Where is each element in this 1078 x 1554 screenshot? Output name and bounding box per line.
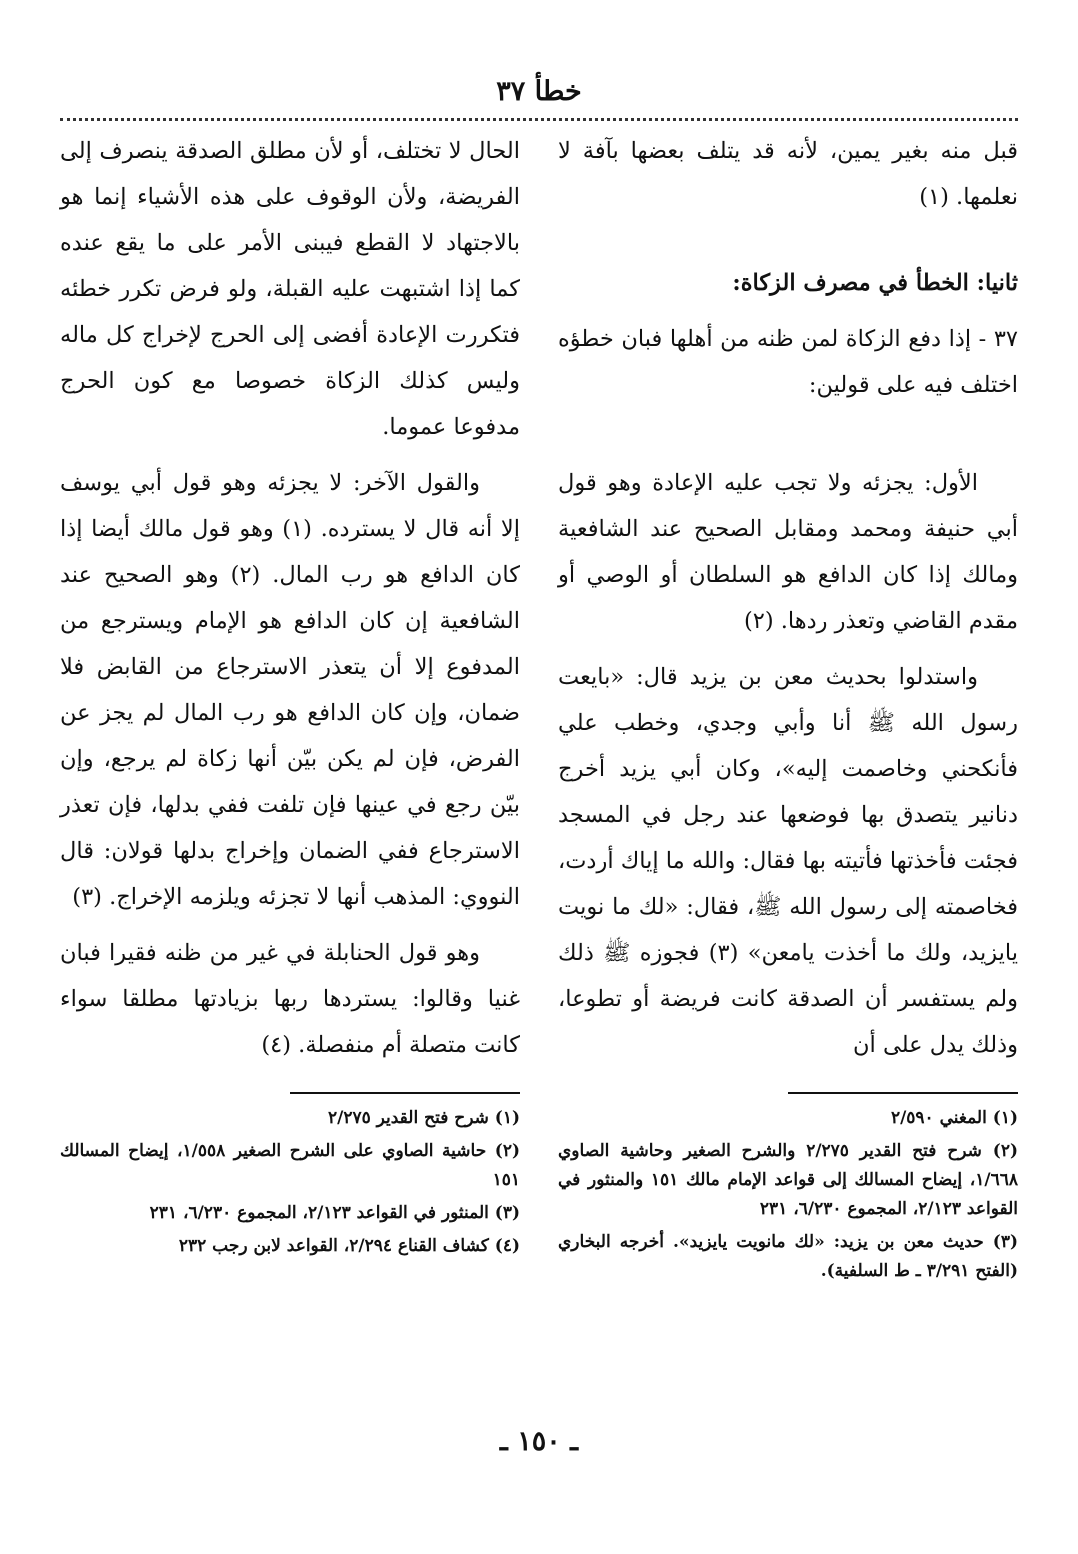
footnote: (١) المغني ٢/٥٩٠ [890,1108,1018,1128]
page-header-title: خطأ ٣٧ [496,76,582,107]
paragraph: قبل منه بغير يمين، لأنه قد يتلف بعضها بآفة لا نعلمها. (١) [558,138,1018,210]
right-column [558,128,1018,1418]
footnote: (٢) حاشية الصاوي على الشرح الصغير ١/٥٥٨، إيضاح المسالك ١٥١ [60,1141,520,1190]
paragraph: والقول الآخر: لا يجزئه وهو قول أبي يوسف إلا أنه قال لا يسترده. (١) وهو قول مالك أيضا إذا كان الدافع هو رب المال. (٢) وهو الصحيح عند الشافعية إن كان الدافع هو الإمام ويسترجع من المدفوع إلا أن يتعذر الاسترجاع من القابض فلا ضمان، وإن كان الدافع هو رب المال لم يجز عن الفرض، فإن لم يكن بيّن أنها زكاة لم يرجع، وإن بيّن رجع في عينها فإن تلفت ففي بدلها، فإن تعذر الاسترجاع ففي الضمان وإخراج بدلها قولان: قال النووي: المذهب أنها لا تجزئه ويلزمه الإخراج. (٣) [60,470,521,910]
footnote-divider [290,1092,520,1094]
footnote: (١) شرح فتح القدير ٢/٢٧٥ [327,1108,520,1128]
paragraph: الأول: يجزئه ولا تجب عليه الإعادة وهو قول أبي حنيفة ومحمد ومقابل الصحيح عند الشافعية ومالك إذا كان الدافع هو السلطان أو الوصي أو مقدم القاضي وتعذر ردها. (٢) [558,470,1018,634]
page-header [60,70,1018,121]
footnote-divider [788,1092,1018,1094]
paragraph: وهو قول الحنابلة في غير من ظنه فقيرا فبان غنيا وقالوا: يستردها ربها بزيادتها مطلقا سواء كانت متصلة أم منفصلة. (٤) [60,940,520,1058]
page-number: ـ ١٥٠ ـ [499,1426,579,1457]
left-column [60,128,520,1418]
paragraph: واستدلوا بحديث معن بن يزيد قال: «بايعت رسول الله ﷺ أنا وأبي وجدي، وخطب علي فأنكحني وخاصمت إليه»، وكان أبي يزيد أخرج دنانير يتصدق بها فوضعها عند رجل في المسجد فجئت فأخذتها فأتيته بها فقال: والله ما إياك أردت، فخاصمته إلى رسول الله ﷺ، فقال: «لك ما نويت يايزيد، ولك ما أخذت يامعن» (٣) فجوزه ﷺ ذلك ولم يستفسر أن الصدقة كانت فريضة أو تطوعا، وذلك يدل على أن [557,664,1019,1058]
paragraph: الحال لا تختلف، أو لأن مطلق الصدقة ينصرف إلى الفريضة، ولأن الوقوف على هذه الأشياء إنما هو بالاجتهاد لا القطع فيبنى الأمر على ما يقع عنده كما إذا اشتبهت عليه القبلة، ولو فرض تكرر خطئه فتكررت الإعادة أفضى إلى الحرج لإخراج كل ماله وليس كذلك الزكاة خصوصا مع كون الحرج مدفوعا عموما. [60,138,520,440]
footnote: (٣) حديث معن بن يزيد: «لك مانويت يايزيد». أخرجه البخاري (الفتح ٣/٢٩١ ـ ط السلفية). [558,1232,1018,1281]
footnote: (٣) المنثور في القواعد ٢/١٢٣، المجموع ٦/٢٣٠، ٢٣١ [149,1203,520,1223]
footnotes [60,1104,520,1261]
section-heading: ثانيا: الخطأ في مصرف الزكاة: [732,270,1018,296]
footnotes [558,1104,1018,1286]
paragraph: ٣٧ - إذا دفع الزكاة لمن ظنه من أهلها فبان خطؤه اختلف فيه على قولين: [558,326,1018,398]
footnote: (٢) شرح فتح القدير ٢/٢٧٥ والشرح الصغير وحاشية الصاوي ١/٦٦٨، إيضاح المسالك إلى قواعد الإمام مالك ١٥١ والمنثور في القواعد ٢/١٢٣، المجموع ٦/٢٣٠، ٢٣١ [558,1141,1018,1219]
footnote: (٤) كشاف القناع ٢/٢٩٤، القواعد لابن رجب ٢٣٢ [178,1236,520,1256]
